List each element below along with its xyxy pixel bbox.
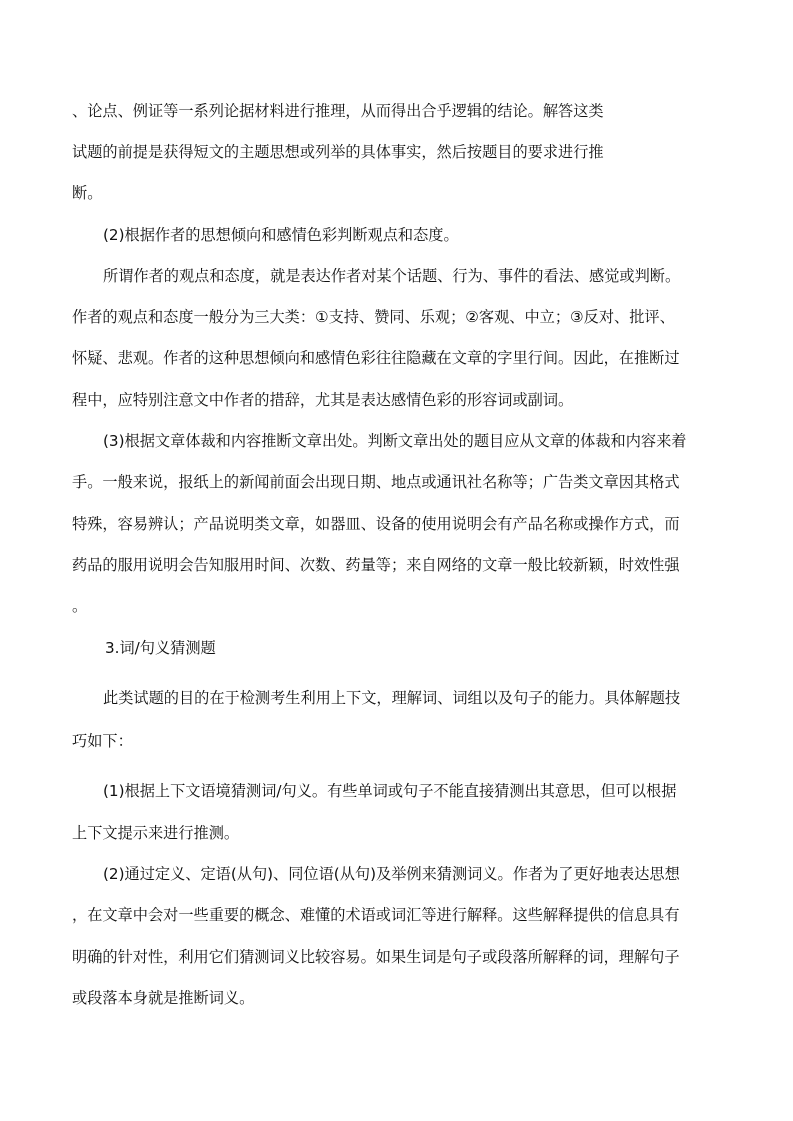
text-line: 所谓作者的观点和态度，就是表达作者对某个话题、行为、事件的看法、感觉或判断。 [103, 267, 681, 285]
text-line: 巧如下： [72, 732, 133, 750]
text-line: (1)根据上下文语境猜测词/句义。有些单词或句子不能直接猜测出其意思，但可以根据 [103, 782, 677, 800]
text-line: 或段落本身就是推断词义。 [72, 989, 255, 1007]
text-line: 断。 [72, 184, 103, 202]
text-line: 作者的观点和态度一般分为三大类：①支持、赞同、乐观；②客观、中立；③反对、批评、 [72, 308, 675, 326]
text-line: 明确的针对性，利用它们猜测词义比较容易。如果生词是句子或段落所解释的词，理解句子 [72, 948, 680, 966]
text-line: 上下文提示来进行推测。 [72, 824, 240, 842]
text-line: 手。一般来说，报纸上的新闻前面会出现日期、地点或通讯社名称等；广告类文章因其格式 [72, 473, 680, 491]
text-line: ，在文章中会对一些重要的概念、难懂的术语或词汇等进行解释。这些解释提供的信息具有 [72, 906, 680, 924]
text-line: 怀疑、悲观。作者的这种思想倾向和感情色彩往往隐藏在文章的字里行间。因此，在推断过 [72, 349, 680, 367]
text-line: 特殊，容易辨认；产品说明类文章，如器皿、设备的使用说明会有产品名称或操作方式，而 [72, 515, 680, 533]
text-line: 程中，应特别注意文中作者的措辞，尤其是表达感情色彩的形容词或副词。 [72, 391, 574, 409]
text-line: 此类试题的目的在于检测考生利用上下文，理解词、词组以及句子的能力。具体解题技 [103, 689, 681, 707]
text-line: (2)根据作者的思想倾向和感情色彩判断观点和态度。 [103, 226, 459, 244]
text-line: 。 [72, 597, 88, 615]
text-line: (2)通过定义、定语(从句)、同位语(从句)及举例来猜测词义。作者为了更好地表达思想 [103, 865, 680, 883]
text-line: 药品的服用说明会告知服用时间、次数、药量等；来自网络的文章一般比较新颖，时效性强 [72, 556, 680, 574]
section-heading: 3.词/句义猜测题 [105, 639, 216, 657]
text-line: 、论点、例证等一系列论据材料进行推理，从而得出合乎逻辑的结论。解答这类 [72, 102, 604, 120]
text-line: 试题的前提是获得短文的主题思想或列举的具体事实，然后按题目的要求进行推 [72, 143, 604, 161]
text-line: (3)根据文章体裁和内容推断文章出处。判断文章出处的题目应从文章的体裁和内容来着 [103, 432, 687, 450]
